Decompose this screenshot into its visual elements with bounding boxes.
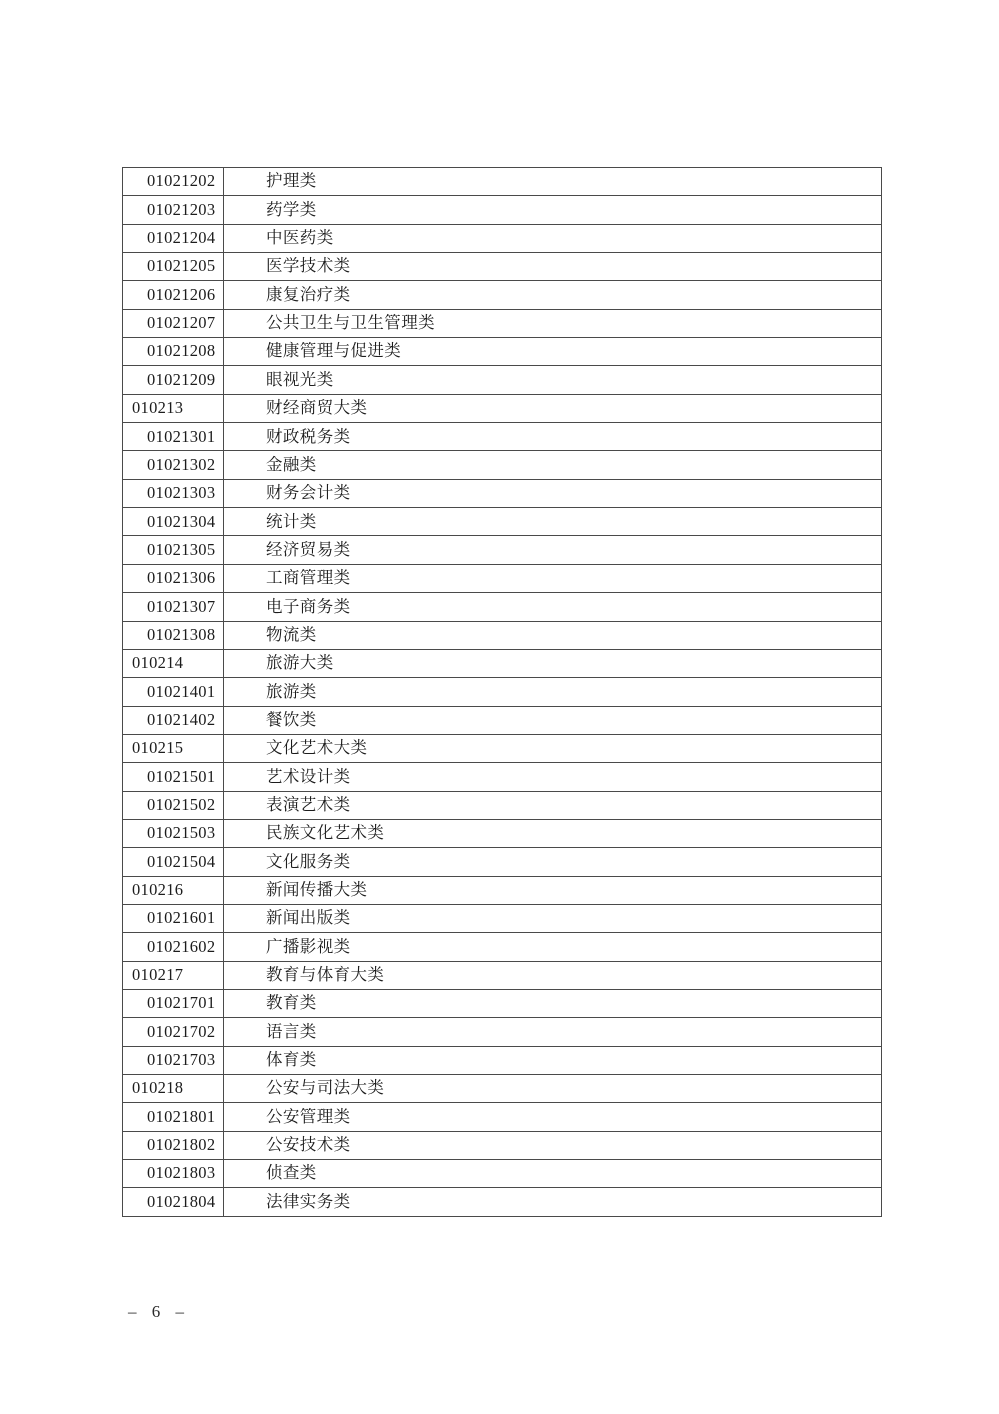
name-text: 电子商务类 [266,596,351,616]
code-text: 01021308 [147,624,216,644]
name-text: 餐饮类 [266,709,317,729]
code-cell [123,1018,224,1046]
table-row [123,593,882,621]
code-text: 01021401 [147,681,216,701]
name-cell [224,423,882,451]
name-text: 表演艺术类 [266,794,351,814]
name-cell [224,678,882,706]
name-cell [224,281,882,309]
code-text: 01021202 [147,171,216,191]
name-text: 旅游大类 [266,653,334,673]
name-cell [224,451,882,479]
code-text: 01021703 [147,1050,216,1070]
name-text: 财政税务类 [266,426,351,446]
code-text: 010218 [132,1078,184,1098]
code-cell [123,168,224,196]
name-cell [224,479,882,507]
code-cell [123,1188,224,1216]
code-cell [123,1046,224,1074]
name-cell [224,961,882,989]
code-cell [123,366,224,394]
table-row [123,394,882,422]
table-row [123,649,882,677]
code-cell [123,196,224,224]
name-cell [224,1103,882,1131]
name-text: 工商管理类 [266,568,351,588]
table-row [123,1188,882,1216]
name-cell [224,1075,882,1103]
name-cell [224,791,882,819]
table-row [123,366,882,394]
table-row [123,338,882,366]
code-cell [123,621,224,649]
table-row [123,933,882,961]
name-text: 护理类 [266,171,317,191]
code-cell [123,536,224,564]
code-cell [123,876,224,904]
name-text: 旅游类 [266,681,317,701]
name-text: 语言类 [266,1021,317,1041]
code-cell [123,734,224,762]
table-row [123,1046,882,1074]
code-cell [123,763,224,791]
code-text: 01021303 [147,483,216,503]
table-row [123,1160,882,1188]
code-cell [123,848,224,876]
name-cell [224,224,882,252]
name-cell [224,621,882,649]
code-text: 01021802 [147,1135,216,1155]
name-text: 中医药类 [266,228,334,248]
code-text: 01021803 [147,1163,216,1183]
name-text: 康复治疗类 [266,284,351,304]
code-text: 01021204 [147,228,216,248]
code-text: 010217 [132,965,184,985]
code-text: 01021306 [147,568,216,588]
name-text: 文化艺术大类 [266,738,368,758]
code-text: 01021307 [147,596,216,616]
code-cell [123,933,224,961]
name-text: 财经商贸大类 [266,398,368,418]
code-text: 01021804 [147,1191,216,1211]
code-text: 01021206 [147,284,216,304]
code-cell [123,281,224,309]
table-row [123,281,882,309]
code-text: 01021702 [147,1021,216,1041]
name-text: 体育类 [266,1050,317,1070]
name-text: 新闻出版类 [266,908,351,928]
name-cell [224,1018,882,1046]
name-cell [224,734,882,762]
table-row [123,734,882,762]
table-row [123,904,882,932]
code-text: 01021301 [147,426,216,446]
name-cell [224,876,882,904]
code-text: 01021207 [147,313,216,333]
name-text: 健康管理与促进类 [266,341,402,361]
table-row [123,706,882,734]
name-cell [224,366,882,394]
name-cell [224,933,882,961]
code-cell [123,253,224,281]
name-text: 物流类 [266,624,317,644]
name-text: 侦查类 [266,1163,317,1183]
code-cell [123,338,224,366]
code-text: 010214 [132,653,184,673]
code-cell [123,1103,224,1131]
name-text: 公安技术类 [266,1135,351,1155]
name-text: 文化服务类 [266,851,351,871]
category-code-table [122,167,882,1217]
table-row [123,678,882,706]
table-row [123,1103,882,1131]
code-text: 010213 [132,398,184,418]
code-text: 01021601 [147,908,216,928]
code-cell [123,678,224,706]
name-text: 广播影视类 [266,936,351,956]
name-text: 教育类 [266,993,317,1013]
name-text: 统计类 [266,511,317,531]
code-text: 01021801 [147,1106,216,1126]
code-cell [123,1160,224,1188]
code-text: 010216 [132,880,184,900]
code-cell [123,309,224,337]
name-cell [224,819,882,847]
code-text: 01021504 [147,851,216,871]
name-cell [224,1131,882,1159]
code-cell [123,423,224,451]
code-text: 01021402 [147,709,216,729]
code-cell [123,1075,224,1103]
name-text: 公安管理类 [266,1106,351,1126]
name-cell [224,649,882,677]
code-text: 010215 [132,738,184,758]
name-cell [224,196,882,224]
name-cell [224,1160,882,1188]
code-cell [123,1131,224,1159]
code-cell [123,649,224,677]
table-row [123,1075,882,1103]
code-text: 01021209 [147,369,216,389]
name-cell [224,338,882,366]
code-text: 01021302 [147,454,216,474]
table-row [123,1131,882,1159]
name-text: 财务会计类 [266,483,351,503]
name-cell [224,989,882,1017]
table-row [123,224,882,252]
category-code-table-body [123,168,882,1217]
table-row [123,819,882,847]
table-row [123,791,882,819]
table-row [123,451,882,479]
name-text: 医学技术类 [266,256,351,276]
code-text: 01021304 [147,511,216,531]
code-text: 01021602 [147,936,216,956]
table-row [123,621,882,649]
code-cell [123,564,224,592]
table-row [123,309,882,337]
name-cell [224,508,882,536]
name-cell [224,564,882,592]
table-row [123,961,882,989]
name-cell [224,763,882,791]
code-cell [123,989,224,1017]
table-row [123,479,882,507]
name-cell [224,706,882,734]
name-text: 药学类 [266,199,317,219]
table-row [123,196,882,224]
code-text: 01021701 [147,993,216,1013]
name-text: 民族文化艺术类 [266,823,385,843]
table-row [123,876,882,904]
code-text: 01021208 [147,341,216,361]
code-cell [123,451,224,479]
table-row [123,508,882,536]
code-cell [123,791,224,819]
table-row [123,423,882,451]
name-text: 新闻传播大类 [266,880,368,900]
table-row [123,536,882,564]
name-text: 教育与体育大类 [266,965,385,985]
code-cell [123,593,224,621]
name-text: 金融类 [266,454,317,474]
code-cell [123,224,224,252]
name-cell [224,253,882,281]
code-text: 01021502 [147,794,216,814]
code-text: 01021501 [147,766,216,786]
name-text: 眼视光类 [266,369,334,389]
table-row [123,848,882,876]
code-text: 01021503 [147,823,216,843]
name-cell [224,904,882,932]
code-cell [123,961,224,989]
code-cell [123,904,224,932]
code-text: 01021205 [147,256,216,276]
code-text: 01021203 [147,199,216,219]
code-cell [123,479,224,507]
name-cell [224,536,882,564]
code-cell [123,819,224,847]
name-text: 公安与司法大类 [266,1078,385,1098]
page-number: – 6 – [128,1302,185,1321]
table-row [123,564,882,592]
name-cell [224,1046,882,1074]
table-row [123,989,882,1017]
name-text: 法律实务类 [266,1191,351,1211]
code-cell [123,508,224,536]
name-cell [224,168,882,196]
name-cell [224,394,882,422]
code-cell [123,706,224,734]
name-cell [224,848,882,876]
table-row [123,168,882,196]
name-text: 艺术设计类 [266,766,351,786]
name-text: 经济贸易类 [266,539,351,559]
name-cell [224,309,882,337]
code-cell [123,394,224,422]
name-cell [224,593,882,621]
table-row [123,1018,882,1046]
table-row [123,763,882,791]
code-text: 01021305 [147,539,216,559]
name-text: 公共卫生与卫生管理类 [266,313,435,333]
table-row [123,253,882,281]
name-cell [224,1188,882,1216]
